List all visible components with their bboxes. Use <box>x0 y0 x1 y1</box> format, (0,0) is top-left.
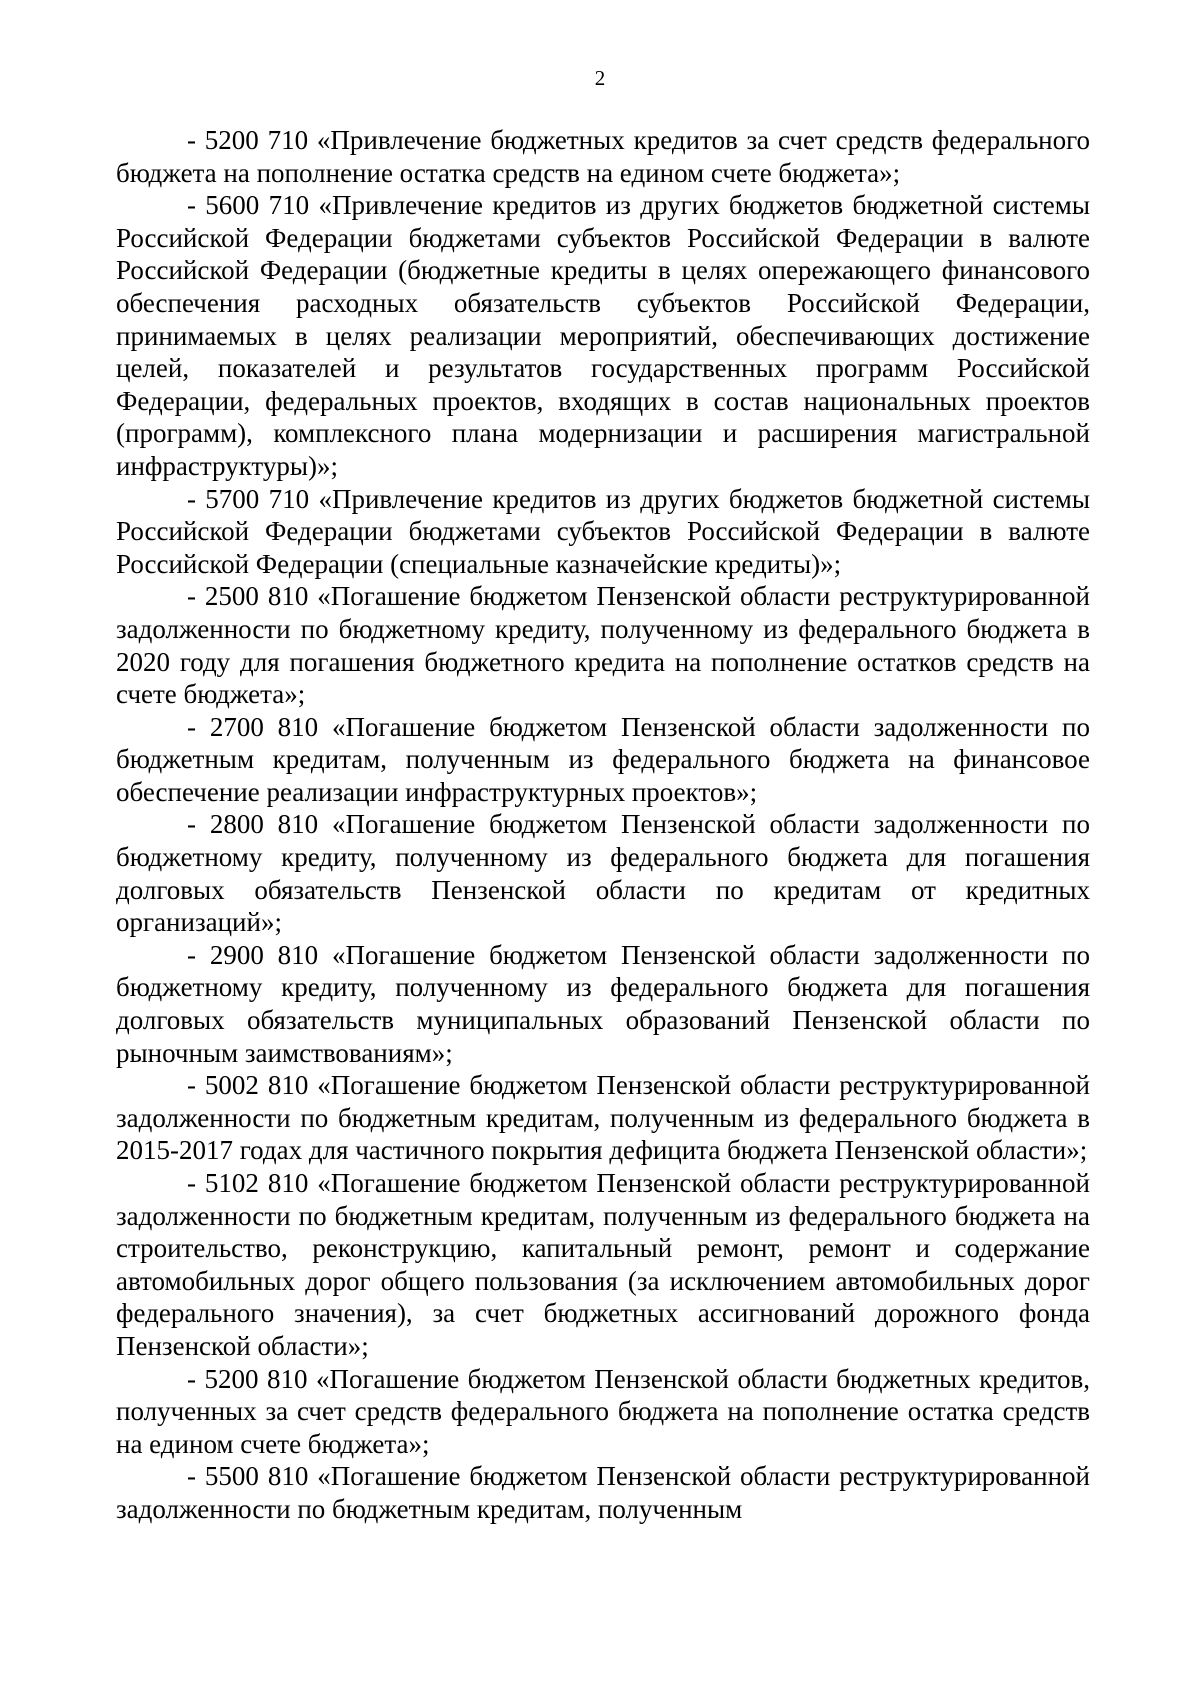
budget-code-item: - 5200 810 «Погашение бюджетом Пензенской области бюджетных кредитов, полученных за счет средств федерального бюджета на пополнение остатка средств на едином счете бюджета»; <box>116 1363 1090 1459</box>
budget-code-item: - 2900 810 «Погашение бюджетом Пензенской области задолженности по бюджетному кредиту, полученному из федерального бюджета для погашения долговых обязательств муниципальных образований Пензенской области по рыночным заимствованиям»; <box>116 939 1090 1068</box>
budget-code-item: - 5200 710 «Привлечение бюджетных кредитов за счет средств федерального бюджета на пополнение остатка средств на едином счете бюджета»; <box>116 125 1090 188</box>
budget-code-item: - 2500 810 «Погашение бюджетом Пензенской области реструктурированной задолженности по бюджетному кредиту, полученному из федерального бюджета в 2020 году для погашения бюджетного кредита на пополнение остатков средств на счете бюджета»; <box>116 581 1090 710</box>
budget-code-item: - 5002 810 «Погашение бюджетом Пензенской области реструктурированной задолженности по бюджетным кредитам, полученным из федерального бюджета в 2015-2017 годах для частичного покрытия дефицита бюджета Пензенской области»; <box>116 1070 1090 1166</box>
budget-code-item: - 5102 810 «Погашение бюджетом Пензенской области реструктурированной задолженности по бюджетным кредитам, полученным из федерального бюджета на строительство, реконструкцию, капитальный ремонт, ремонт и содержание автомобильных дорог общего пользования (за исключением автомобильных дорог федерального значения), за счет бюджетных ассигнований дорожного фонда Пензенской области»; <box>116 1168 1090 1361</box>
budget-code-item: - 5600 710 «Привлечение кредитов из других бюджетов бюджетной системы Российской Федерации бюджетами субъектов Российской Федерации в валюте Российской Федерации (бюджетные кредиты в целях опережающего финансового обеспечения расходных обязательств субъектов Российской Федерации, принимаемых в целях реализации мероприятий, обеспечивающих достижение целей, показателей и результатов государственных программ Российской Федерации, федеральных проектов, входящих в состав национальных проектов (программ), комплексного плана модернизации и расширения магистральной инфраструктуры)»; <box>116 190 1090 481</box>
page-number: 2 <box>594 66 606 90</box>
budget-code-item: - 5500 810 «Погашение бюджетом Пензенской области реструктурированной задолженности по бюджетным кредитам, полученным <box>116 1461 1090 1524</box>
budget-code-item: - 2700 810 «Погашение бюджетом Пензенской области задолженности по бюджетным кредитам, полученным из федерального бюджета на финансовое обеспечение реализации инфраструктурных проектов»; <box>116 711 1090 807</box>
budget-code-item: - 2800 810 «Погашение бюджетом Пензенской области задолженности по бюджетному кредиту, полученному из федерального бюджета для погашения долговых обязательств Пензенской области по кредитам от кредитных организаций»; <box>116 809 1090 938</box>
document-body <box>116 124 1090 1526</box>
budget-code-item: - 5700 710 «Привлечение кредитов из других бюджетов бюджетной системы Российской Федерации бюджетами субъектов Российской Федерации в валюте Российской Федерации (специальные казначейские кредиты)»; <box>116 483 1090 579</box>
